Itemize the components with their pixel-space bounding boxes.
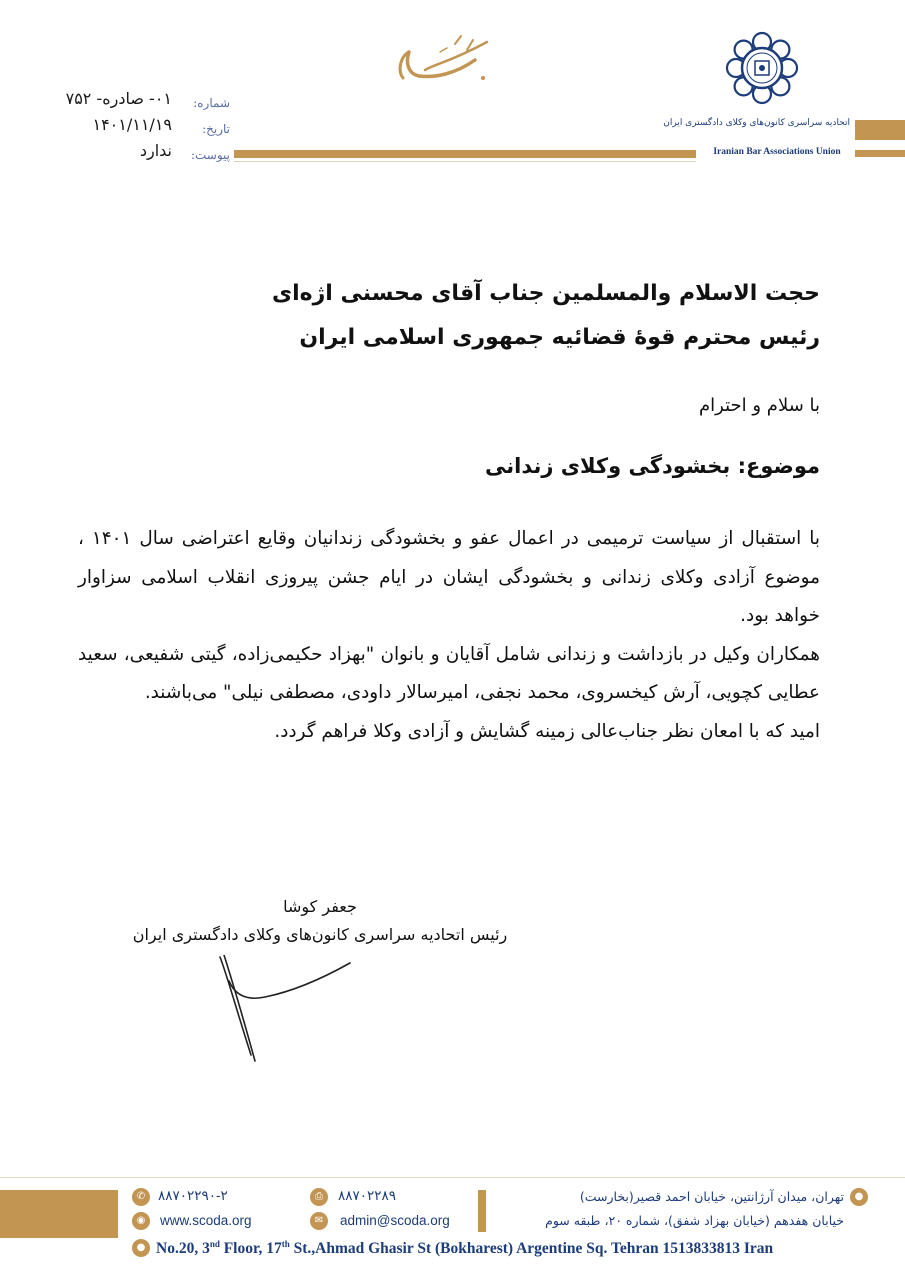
address-en-sup: nd bbox=[209, 1239, 220, 1249]
org-emblem-logo bbox=[722, 28, 802, 108]
paragraph-2: همکاران وکیل در بازداشت و زندانی شامل آقایان و بانوان "بهزاد حکیمی‌زاده، گیتی شفیعی، سعید عطایی کچویی، آرش کیخسروی، محمد نجفی، امیرسالار داودی، مصطفی نیلی" می‌باشند. bbox=[78, 643, 820, 703]
globe-icon: ◉ bbox=[132, 1212, 150, 1230]
number-label: شماره: bbox=[193, 96, 230, 110]
bismihi-taala-calligraphy-icon bbox=[395, 30, 495, 90]
attachment-label: پیوست: bbox=[190, 148, 230, 162]
attachment-value: ندارد bbox=[139, 141, 172, 160]
footer-gold-block bbox=[0, 1190, 118, 1238]
signer-name: جعفر کوشا bbox=[283, 897, 357, 916]
address-en-sup: th bbox=[281, 1239, 290, 1249]
letter-meta-labels bbox=[180, 90, 230, 168]
number-value: ۰۱- صادره- ۷۵۲ bbox=[65, 89, 172, 108]
location-pin-icon: ● bbox=[132, 1239, 150, 1257]
footer-separator bbox=[478, 1190, 486, 1232]
addressee-title: رئیس محترم قوهٔ قضائیه جمهوری اسلامی ایران bbox=[299, 325, 820, 350]
paragraph-1: با استقبال از سیاست ترمیمی در اعمال عفو و بخشودگی زندانیان وقایع اعتراضی سال ۱۴۰۱ ، موضوع آزادی وکلای زندانی و بخشودگی ایشان در ایام جشن پیروزی انقلاب اسلامی سزاوار خواهد بود. bbox=[78, 528, 820, 626]
letter-body bbox=[78, 520, 820, 751]
addressee-block bbox=[200, 272, 820, 360]
org-name-persian: اتحادیه سراسری کانون‌های وکلای دادگستری ایران bbox=[663, 118, 850, 128]
phone-icon: ✆ bbox=[132, 1188, 150, 1206]
greeting: با سلام و احترام bbox=[699, 395, 820, 416]
header-gold-rule bbox=[234, 150, 696, 158]
location-pin-icon: ● bbox=[850, 1188, 868, 1206]
footer-address-en bbox=[156, 1239, 773, 1258]
footer-address-fa-line1: تهران، میدان آرژانتین، خیابان احمد قصیر(بخارست) bbox=[579, 1189, 844, 1204]
footer-address-fa-line2: خیابان هفدهم (خیابان بهزاد شفق)، شماره ۲۰، طبقه سوم bbox=[545, 1213, 844, 1228]
letter-meta-values bbox=[30, 86, 172, 164]
signer-title: رئیس اتحادیه سراسری کانون‌های وکلای دادگستری ایران bbox=[132, 925, 508, 944]
date-value: ۱۴۰۱/۱۱/۱۹ bbox=[92, 115, 172, 134]
footer-fax: ۸۸۷۰۲۲۸۹ bbox=[338, 1188, 397, 1203]
footer-rule bbox=[0, 1177, 905, 1178]
header-thin-rule bbox=[234, 161, 696, 162]
address-en-part: Floor, 17 bbox=[219, 1240, 282, 1258]
addressee-name: حجت الاسلام والمسلمین جناب آقای محسنی اژه‌ای bbox=[271, 281, 820, 306]
fax-icon: ⎙ bbox=[310, 1188, 328, 1206]
address-en-part: No.20, 3 bbox=[156, 1240, 210, 1258]
email-icon: ✉ bbox=[310, 1212, 328, 1230]
subject-line: موضوع: بخشودگی وکلای زندانی bbox=[485, 454, 820, 478]
header-accent-bar-lower bbox=[855, 150, 905, 157]
header-accent-bar bbox=[855, 120, 905, 140]
date-label: تاریخ: bbox=[202, 122, 230, 136]
org-name-english: Iranian Bar Associations Union bbox=[713, 147, 841, 157]
address-en-part: St.,Ahmad Ghasir St (Bokharest) Argentine Sq. Tehran 1513833813 Iran bbox=[289, 1240, 774, 1258]
footer-phone: ۸۸۷۰۲۲۹۰-۲ bbox=[158, 1188, 228, 1203]
footer-website[interactable]: www.scoda.org bbox=[160, 1213, 252, 1228]
footer-email[interactable]: admin@scoda.org bbox=[340, 1213, 450, 1228]
handwritten-signature-icon bbox=[215, 955, 355, 1065]
signature-block bbox=[80, 893, 560, 949]
paragraph-3: امید که با امعان نظر جناب‌عالی زمینه گشایش و آزادی وکلا فراهم گردد. bbox=[274, 720, 820, 742]
